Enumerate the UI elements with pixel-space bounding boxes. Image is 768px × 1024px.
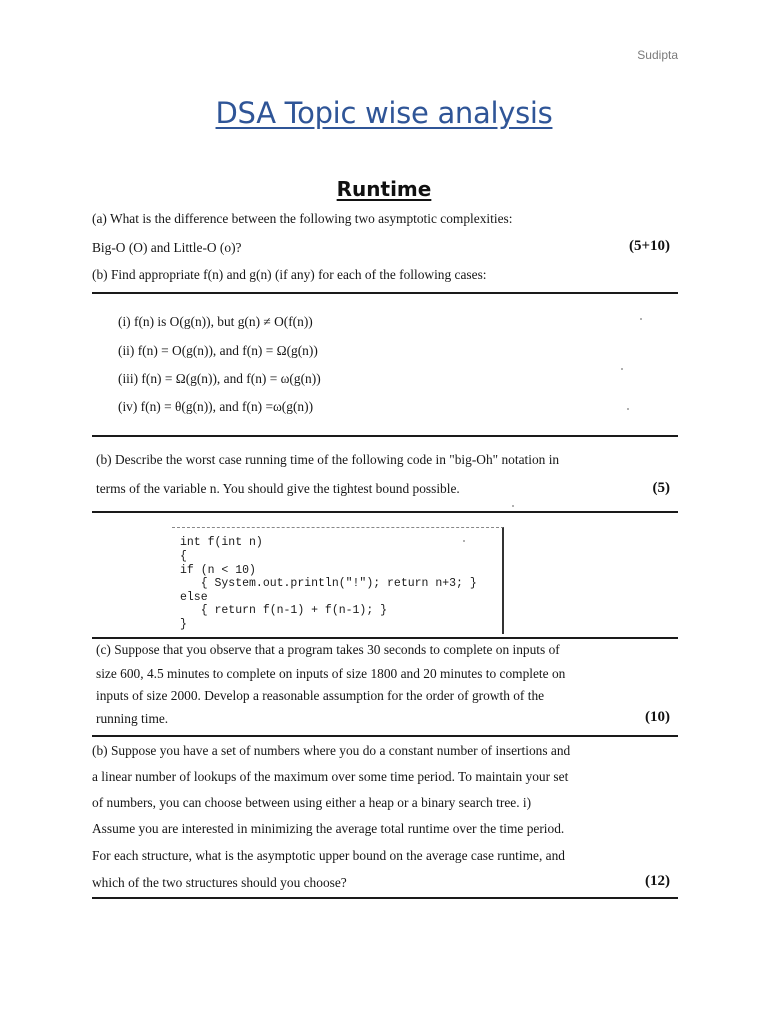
- code-line: { System.out.println("!"); return n+3; }: [180, 577, 477, 590]
- divider: [92, 435, 678, 437]
- question-4-line: (b) Suppose you have a set of numbers where you do a constant number of insertions and: [92, 743, 571, 758]
- code-line: int f(int n): [180, 536, 263, 549]
- question-4-marks: (12): [645, 873, 670, 889]
- case-item: (i) f(n) is O(g(n)), but g(n) ≠ O(f(n)): [118, 314, 313, 329]
- question-4-line: which of the two structures should you choose?: [92, 875, 347, 890]
- question-3-line: size 600, 4.5 minutes to complete on inputs of size 1800 and 20 minutes to complete on: [96, 666, 566, 681]
- question-3-marks: (10): [645, 709, 670, 725]
- case-item: (iii) f(n) = Ω(g(n)), and f(n) = ω(g(n)): [118, 371, 321, 386]
- scan-speck: [463, 540, 465, 542]
- question-4-line: For each structure, what is the asymptotic upper bound on the average case runtime, and: [92, 848, 565, 863]
- scan-speck: [621, 368, 623, 370]
- divider: [92, 292, 678, 294]
- question-2-line: terms of the variable n. You should give the tightest bound possible.: [96, 481, 460, 496]
- code-line: }: [180, 618, 187, 631]
- question-4-line: Assume you are interested in minimizing the average total runtime over the time period.: [92, 821, 565, 836]
- question-3: [92, 642, 678, 732]
- code-snippet: [172, 527, 504, 634]
- divider: [92, 637, 678, 639]
- question-4-line: of numbers, you can choose between using either a heap or a binary search tree. i): [92, 795, 532, 810]
- code-line: if (n < 10): [180, 564, 256, 577]
- question-1-marks: (5+10): [628, 238, 670, 254]
- code-line: else: [180, 591, 208, 604]
- question-2-marks: (5): [652, 480, 670, 496]
- question-4: [92, 743, 678, 895]
- scan-speck: [512, 505, 514, 507]
- scan-speck: [640, 318, 642, 320]
- case-item: (ii) f(n) = O(g(n)), and f(n) = Ω(g(n)): [118, 343, 318, 358]
- question-3-line: inputs of size 2000. Develop a reasonable assumption for the order of growth of the: [96, 688, 545, 703]
- question-2-line: (b) Describe the worst case running time of the following code in "big-Oh" notation in: [96, 452, 560, 467]
- code-line: { return f(n-1) + f(n-1); }: [180, 604, 388, 617]
- divider: [92, 735, 678, 737]
- question-3-line: (c) Suppose that you observe that a program takes 30 seconds to complete on inputs of: [96, 642, 560, 657]
- question-1-line: Big-O (O) and Little-O (o)?: [92, 240, 242, 255]
- divider: [92, 511, 678, 513]
- question-1-cases: [118, 312, 704, 422]
- question-4-line: a linear number of lookups of the maximum over some time period. To maintain your set: [92, 769, 569, 784]
- document-title: DSA Topic wise analysis: [215, 96, 553, 130]
- divider: [92, 897, 678, 899]
- code-line: {: [180, 550, 187, 563]
- question-3-line: running time.: [96, 711, 169, 726]
- section-title: Runtime: [336, 177, 432, 201]
- question-2: [92, 452, 678, 502]
- question-1: [92, 208, 678, 288]
- scan-speck: [627, 408, 629, 410]
- question-1-line: (a) What is the difference between the following two asymptotic complexities:: [92, 211, 513, 226]
- question-1-line: (b) Find appropriate f(n) and g(n) (if any) for each of the following cases:: [92, 267, 487, 282]
- header-author: Sudipta: [637, 48, 678, 62]
- case-item: (iv) f(n) = θ(g(n)), and f(n) =ω(g(n)): [118, 399, 314, 414]
